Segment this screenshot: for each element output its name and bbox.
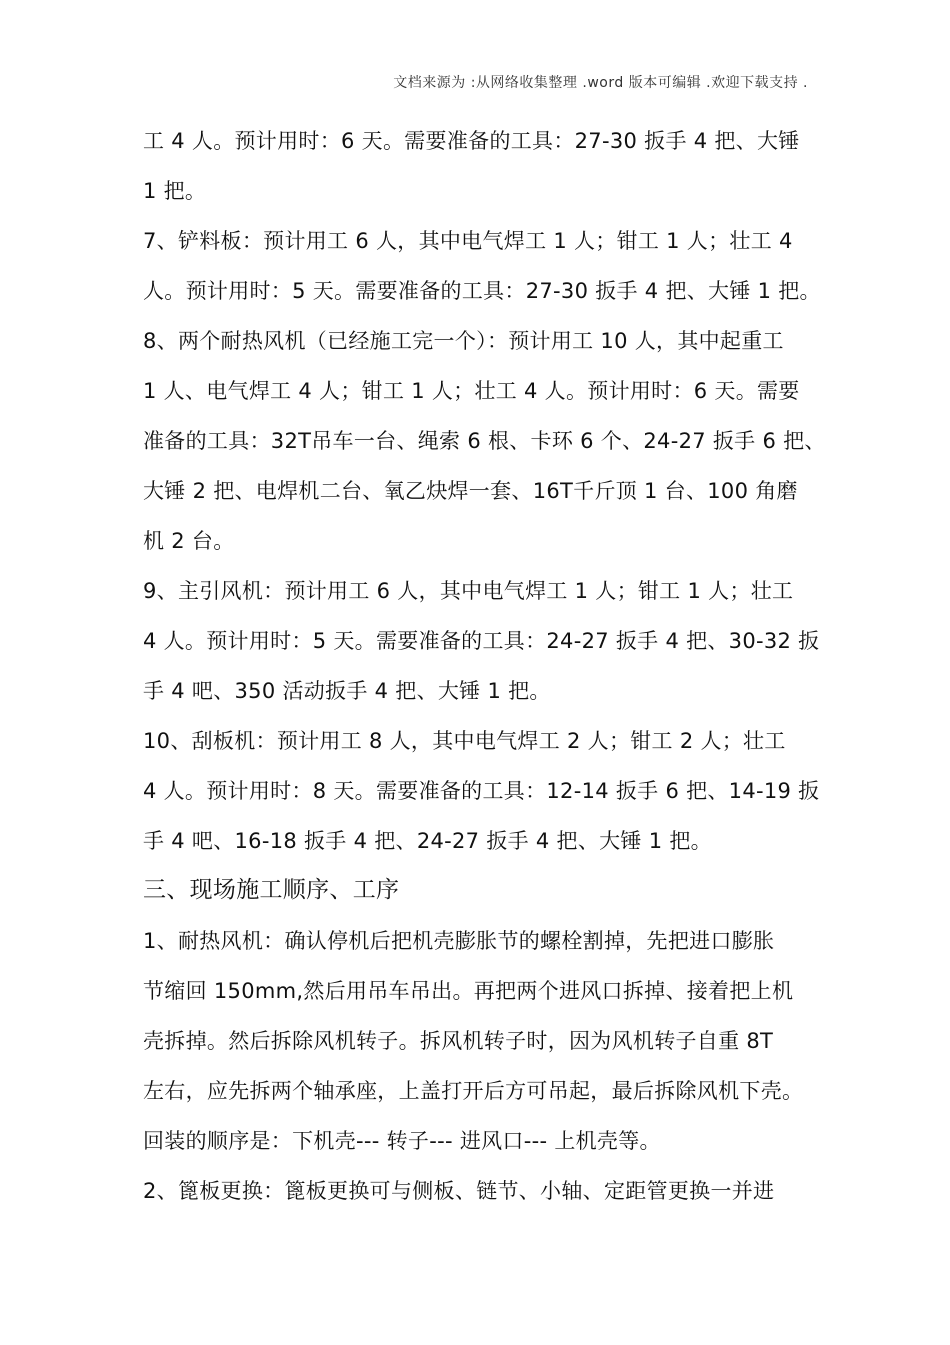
text-line: 手 4 吧、16-18 扳手 4 把、24-27 扳手 4 把、大锤 1 把。 [143, 829, 712, 853]
text-line: 手 4 吧、350 活动扳手 4 把、大锤 1 把。 [143, 679, 551, 703]
text-line: 人。预计用时：5 天。需要准备的工具：27-30 扳手 4 把、大锤 1 把。 [143, 279, 821, 303]
text-line: 4 人。预计用时：5 天。需要准备的工具：24-27 扳手 4 把、30-32 扳 [143, 629, 820, 653]
text-line: 1 把。 [143, 179, 207, 203]
text-line: 7、铲料板：预计用工 6 人，其中电气焊工 1 人；钳工 1 人；壮工 4 [143, 229, 793, 253]
text-line: 大锤 2 把、电焊机二台、氧乙炔焊一套、16T千斤顶 1 台、100 角磨 [143, 479, 798, 503]
text-line: 工 4 人。预计用时：6 天。需要准备的工具：27-30 扳手 4 把、大锤 [143, 129, 800, 153]
text-line: 机 2 台。 [143, 529, 235, 553]
text-line: 壳拆掉。然后拆除风机转子。拆风机转子时，因为风机转子自重 8T [143, 1029, 774, 1053]
text-line: 1、耐热风机：确认停机后把机壳膨胀节的螺栓割掉，先把进口膨胀 [143, 929, 775, 953]
text-line: 回装的顺序是：下机壳--- 转子--- 进风口--- 上机壳等。 [143, 1129, 661, 1153]
page-header-note: 文档来源为 :从网络收集整理 .word 版本可编辑 .欢迎下载支持 . [393, 75, 808, 91]
text-line: 准备的工具：32T吊车一台、绳索 6 根、卡环 6 个、24-27 扳手 6 把、 [143, 429, 826, 453]
text-line: 8、两个耐热风机（已经施工完一个）：预计用工 10 人，其中起重工 [143, 329, 784, 353]
section-heading: 三、现场施工顺序、工序 [143, 877, 400, 903]
text-line: 10、刮板机：预计用工 8 人，其中电气焊工 2 人；钳工 2 人；壮工 [143, 729, 786, 753]
text-line: 2、篦板更换：篦板更换可与侧板、链节、小轴、定距管更换一并进 [143, 1179, 775, 1203]
text-line: 1 人、电气焊工 4 人；钳工 1 人；壮工 4 人。预计用时：6 天。需要 [143, 379, 800, 403]
text-line: 节缩回 150mm,然后用吊车吊出。再把两个进风口拆掉、接着把上机 [143, 979, 794, 1003]
text-line: 9、主引风机：预计用工 6 人，其中电气焊工 1 人；钳工 1 人；壮工 [143, 579, 794, 603]
text-line: 4 人。预计用时：8 天。需要准备的工具：12-14 扳手 6 把、14-19 扳 [143, 779, 820, 803]
text-line: 左右，应先拆两个轴承座，上盖打开后方可吊起，最后拆除风机下壳。 [143, 1079, 804, 1103]
